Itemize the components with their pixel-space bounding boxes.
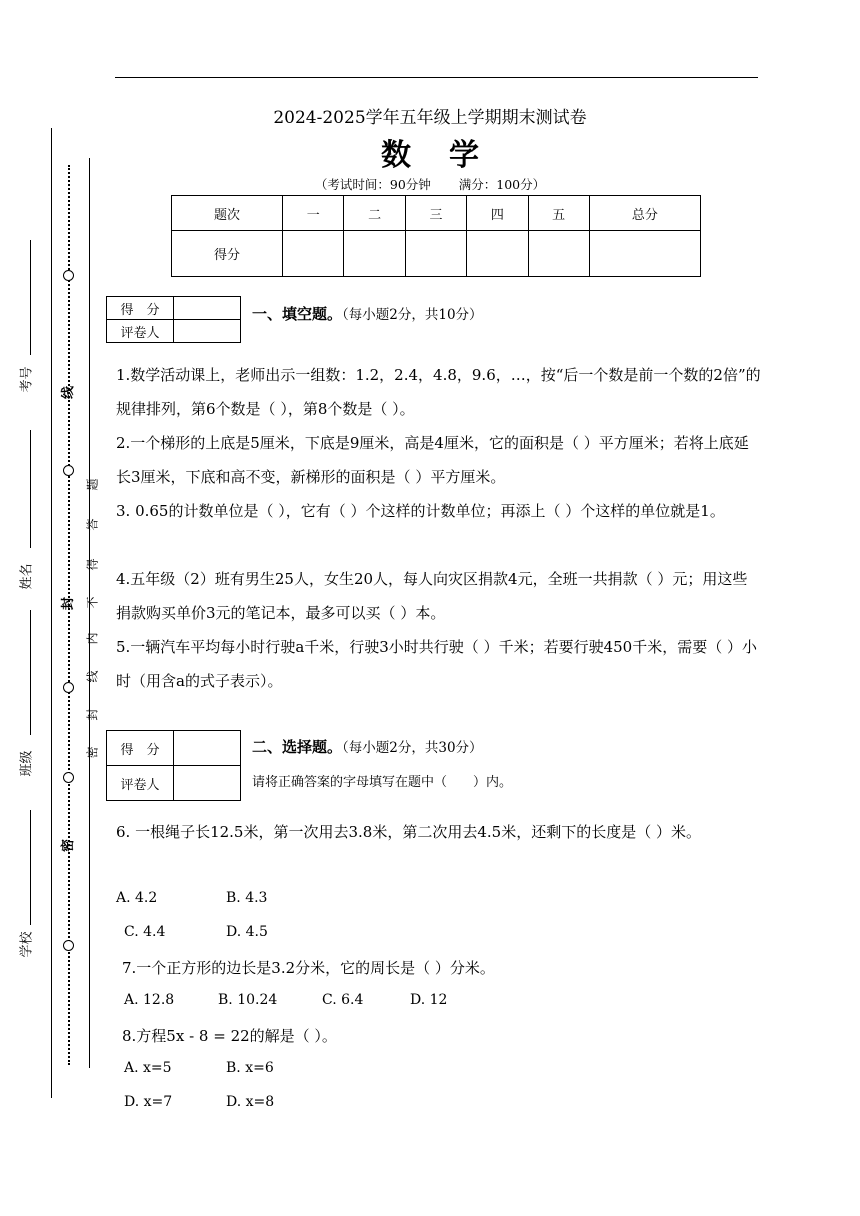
field-line [30,430,31,548]
section2-instruction: 请将正确答案的字母填写在题中（ ）内。 [252,775,513,790]
q7-option-c: C. 6.4 [322,992,364,1008]
field-name: 姓名 [19,563,35,590]
q6-option-a: A. 4.2 [116,890,158,906]
field-line [30,610,31,735]
warning-char: 密 [85,746,100,759]
mark-mi: 密 [61,838,77,853]
mark-xian: 线 [61,385,77,400]
grader-name-cell[interactable] [174,320,241,343]
exam-title: 2024-2025学年五年级上学期期末测试卷 [273,108,587,128]
q7-option-a: A. 12.8 [124,992,175,1008]
field-school: 学校 [19,931,35,958]
subject-title: 数学 [381,138,517,173]
q6-option-c: C. 4.4 [124,924,166,940]
section1-note: （每小题2分，共10分） [342,307,483,323]
question-1: 1.数学活动课上，老师出示一组数：1.2，2.4，4.8，9.6，…，按“后一个数是前一个数的2倍”的规律排列，第6个数是（ ），第8个数是（ ）。 [116,366,761,418]
grader-box-2 [106,730,241,801]
score-table-header: 四 [467,196,528,231]
hole-marker [63,465,74,476]
question-3: 3. 0.65的计数单位是（ ），它有（ ）个这样的计数单位；再添上（ ）个这样的单位就是1。 [116,502,725,520]
grader-name-cell[interactable] [174,766,241,801]
section2-note: （每小题2分，共30分） [342,740,483,756]
field-line [30,240,31,355]
margin-outer-rule [51,128,52,1098]
score-cell[interactable] [283,231,344,277]
score-table-header: 总分 [589,196,700,231]
warning-char: 封 [85,708,100,721]
mark-feng: 封 [61,596,77,611]
score-table-header: 三 [405,196,466,231]
grader-box-1 [106,296,241,343]
q8-option-d: D. x=8 [226,1094,275,1110]
margin-dotted-line [68,165,70,1065]
warning-char: 题 [85,478,100,491]
grader-score-cell[interactable] [174,731,241,766]
score-table [171,195,701,277]
score-cell[interactable] [589,231,700,277]
top-rule [115,77,758,78]
question-2: 2.一个梯形的上底是5厘米，下底是9厘米，高是4厘米，它的面积是（ ）平方厘米；若将上底延长3厘米，下底和高不变，新梯形的面积是（ ）平方厘米。 [116,434,749,486]
score-row-label: 得分 [172,231,283,277]
hole-marker [63,940,74,951]
score-table-header: 一 [283,196,344,231]
margin-inner-rule [89,158,90,1068]
section2-title: 二、选择题。 [252,738,343,756]
field-kaohao: 考号 [19,366,35,393]
q8-option-c: D. x=7 [124,1094,173,1110]
hole-marker [63,270,74,281]
grader-score-cell[interactable] [174,297,241,320]
field-line [30,810,31,925]
q7-option-d: D. 12 [410,992,448,1008]
field-class: 班级 [19,750,35,777]
question-7: 7.一个正方形的边长是3.2分米，它的周长是（ ）分米。 [122,959,495,977]
section1-title: 一、填空题。 [252,305,343,323]
grader-name-label: 评卷人 [107,766,174,801]
question-6: 6. 一根绳子长12.5米，第一次用去3.8米，第二次用去4.5米，还剩下的长度是（ ）米。 [116,823,701,841]
question-5: 5.一辆汽车平均每小时行驶a千米，行驶3小时共行驶（ ）千米；若要行驶450千米，需要（ ）小时（用含a的式子表示）。 [116,638,757,690]
grader-score-label: 得 分 [107,297,174,320]
exam-info [0,175,860,193]
question-4: 4.五年级（2）班有男生25人，女生20人，每人向灾区捐款4元，全班一共捐款（ ）元；用这些捐款购买单价3元的笔记本，最多可以买（ ）本。 [116,570,748,622]
q6-option-d: D. 4.5 [226,924,268,940]
q8-option-b: B. x=6 [226,1060,274,1076]
q6-option-b: B. 4.3 [226,890,268,906]
warning-char: 不 [85,596,100,609]
warning-char: 得 [85,558,100,571]
question-8: 8.方程5x - 8 = 22的解是（ ）。 [122,1027,337,1045]
score-table-header: 二 [344,196,405,231]
score-cell[interactable] [467,231,528,277]
section1-heading [252,303,483,324]
q8-option-a: A. x=5 [124,1060,172,1076]
exam-time: （考试时间：90分钟 [314,177,431,192]
hole-marker [63,682,74,693]
score-cell[interactable] [344,231,405,277]
score-cell[interactable] [405,231,466,277]
score-table-header: 五 [528,196,589,231]
warning-char: 答 [85,518,100,531]
warning-char: 线 [85,670,100,683]
grader-score-label: 得 分 [107,731,174,766]
hole-marker [63,772,74,783]
exam-full-score: 满分：100分） [458,177,546,192]
grader-name-label: 评卷人 [107,320,174,343]
warning-char: 内 [85,632,100,645]
q7-option-b: B. 10.24 [218,992,278,1008]
section2-heading [252,736,483,757]
score-table-header: 题次 [172,196,283,231]
score-cell[interactable] [528,231,589,277]
